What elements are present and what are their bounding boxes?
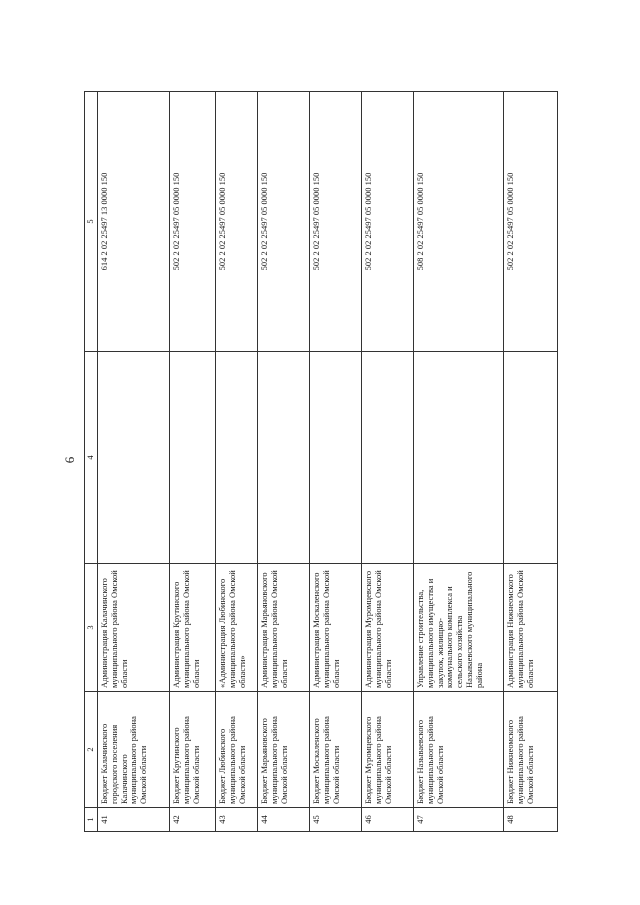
row-number: 42 xyxy=(170,808,216,832)
row-number: 44 xyxy=(258,808,310,832)
table-row xyxy=(216,92,258,832)
administrator-cell: Администрация Калачинского муниципального района Омской области xyxy=(98,564,170,692)
row-number: 41 xyxy=(98,808,170,832)
row-number: 47 xyxy=(414,808,504,832)
table-row xyxy=(310,92,362,832)
column-header-2: 2 xyxy=(85,692,98,808)
column-4-cell xyxy=(310,352,362,564)
column-4-cell xyxy=(170,352,216,564)
budget-name-cell: Бюджет Любинского муниципального района Омской области xyxy=(216,692,258,808)
administrator-cell: Администрация Нижнеомского муниципального района Омской области xyxy=(504,564,558,692)
budget-name-cell: Бюджет Называевского муниципального района Омской области xyxy=(414,692,504,808)
budget-code-cell: 502 2 02 25497 05 0000 150 xyxy=(170,92,216,352)
table-row xyxy=(258,92,310,832)
budget-name-cell: Бюджет Нижнеомского муниципального района Омской области xyxy=(504,692,558,808)
column-header-4: 4 xyxy=(85,352,98,564)
column-header-3: 3 xyxy=(85,564,98,692)
administrator-cell: Администрация Крутинского муниципального района Омской области xyxy=(170,564,216,692)
budget-name-cell: Бюджет Муромцевского муниципального района Омской области xyxy=(362,692,414,808)
table-row xyxy=(98,92,170,832)
table-row xyxy=(170,92,216,832)
table-header-row xyxy=(85,92,98,832)
table-row xyxy=(504,92,558,832)
row-number: 48 xyxy=(504,808,558,832)
budget-name-cell: Бюджет Марьяновского муниципального района Омской области xyxy=(258,692,310,808)
budget-table xyxy=(84,91,558,832)
budget-code-cell: 502 2 02 25497 05 0000 150 xyxy=(310,92,362,352)
column-4-cell xyxy=(98,352,170,564)
column-header-1: 1 xyxy=(85,808,98,832)
administrator-cell: Управление строительства, муниципального имущества и закупок, жилищно-коммунального комплекса и сельского хозяйства Называевского муниципального района xyxy=(414,564,504,692)
administrator-cell: Администрация Москаленского муниципального района Омской области xyxy=(310,564,362,692)
budget-code-cell: 502 2 02 25497 05 0000 150 xyxy=(216,92,258,352)
column-4-cell xyxy=(362,352,414,564)
rotated-table-wrapper xyxy=(84,92,534,832)
column-4-cell xyxy=(216,352,258,564)
budget-name-cell: Бюджет Москаленского муниципального района Омской области xyxy=(310,692,362,808)
budget-code-cell: 502 2 02 25497 05 0000 150 xyxy=(258,92,310,352)
column-4-cell xyxy=(504,352,558,564)
administrator-cell: Администрация Марьяновского муниципального района Омской области xyxy=(258,564,310,692)
column-header-5: 5 xyxy=(85,92,98,352)
page-number: 6 xyxy=(62,456,77,464)
budget-name-cell: Бюджет Крутинского муниципального района Омской области xyxy=(170,692,216,808)
row-number: 45 xyxy=(310,808,362,832)
column-4-cell xyxy=(258,352,310,564)
table-row xyxy=(414,92,504,832)
budget-code-cell: 502 2 02 25497 05 0000 150 xyxy=(504,92,558,352)
budget-code-cell: 502 2 02 25497 05 0000 150 xyxy=(362,92,414,352)
row-number: 46 xyxy=(362,808,414,832)
administrator-cell: «Администрация Любинского муниципального района Омской области» xyxy=(216,564,258,692)
table-row xyxy=(362,92,414,832)
administrator-cell: Администрация Муромцевского муниципального района Омской области xyxy=(362,564,414,692)
row-number: 43 xyxy=(216,808,258,832)
budget-name-cell: Бюджет Калачинского городского поселения Калачинского муниципального района Омской области xyxy=(98,692,170,808)
column-4-cell xyxy=(414,352,504,564)
budget-code-cell: 614 2 02 25497 13 0000 150 xyxy=(98,92,170,352)
budget-code-cell: 508 2 02 25497 05 0000 150 xyxy=(414,92,504,352)
